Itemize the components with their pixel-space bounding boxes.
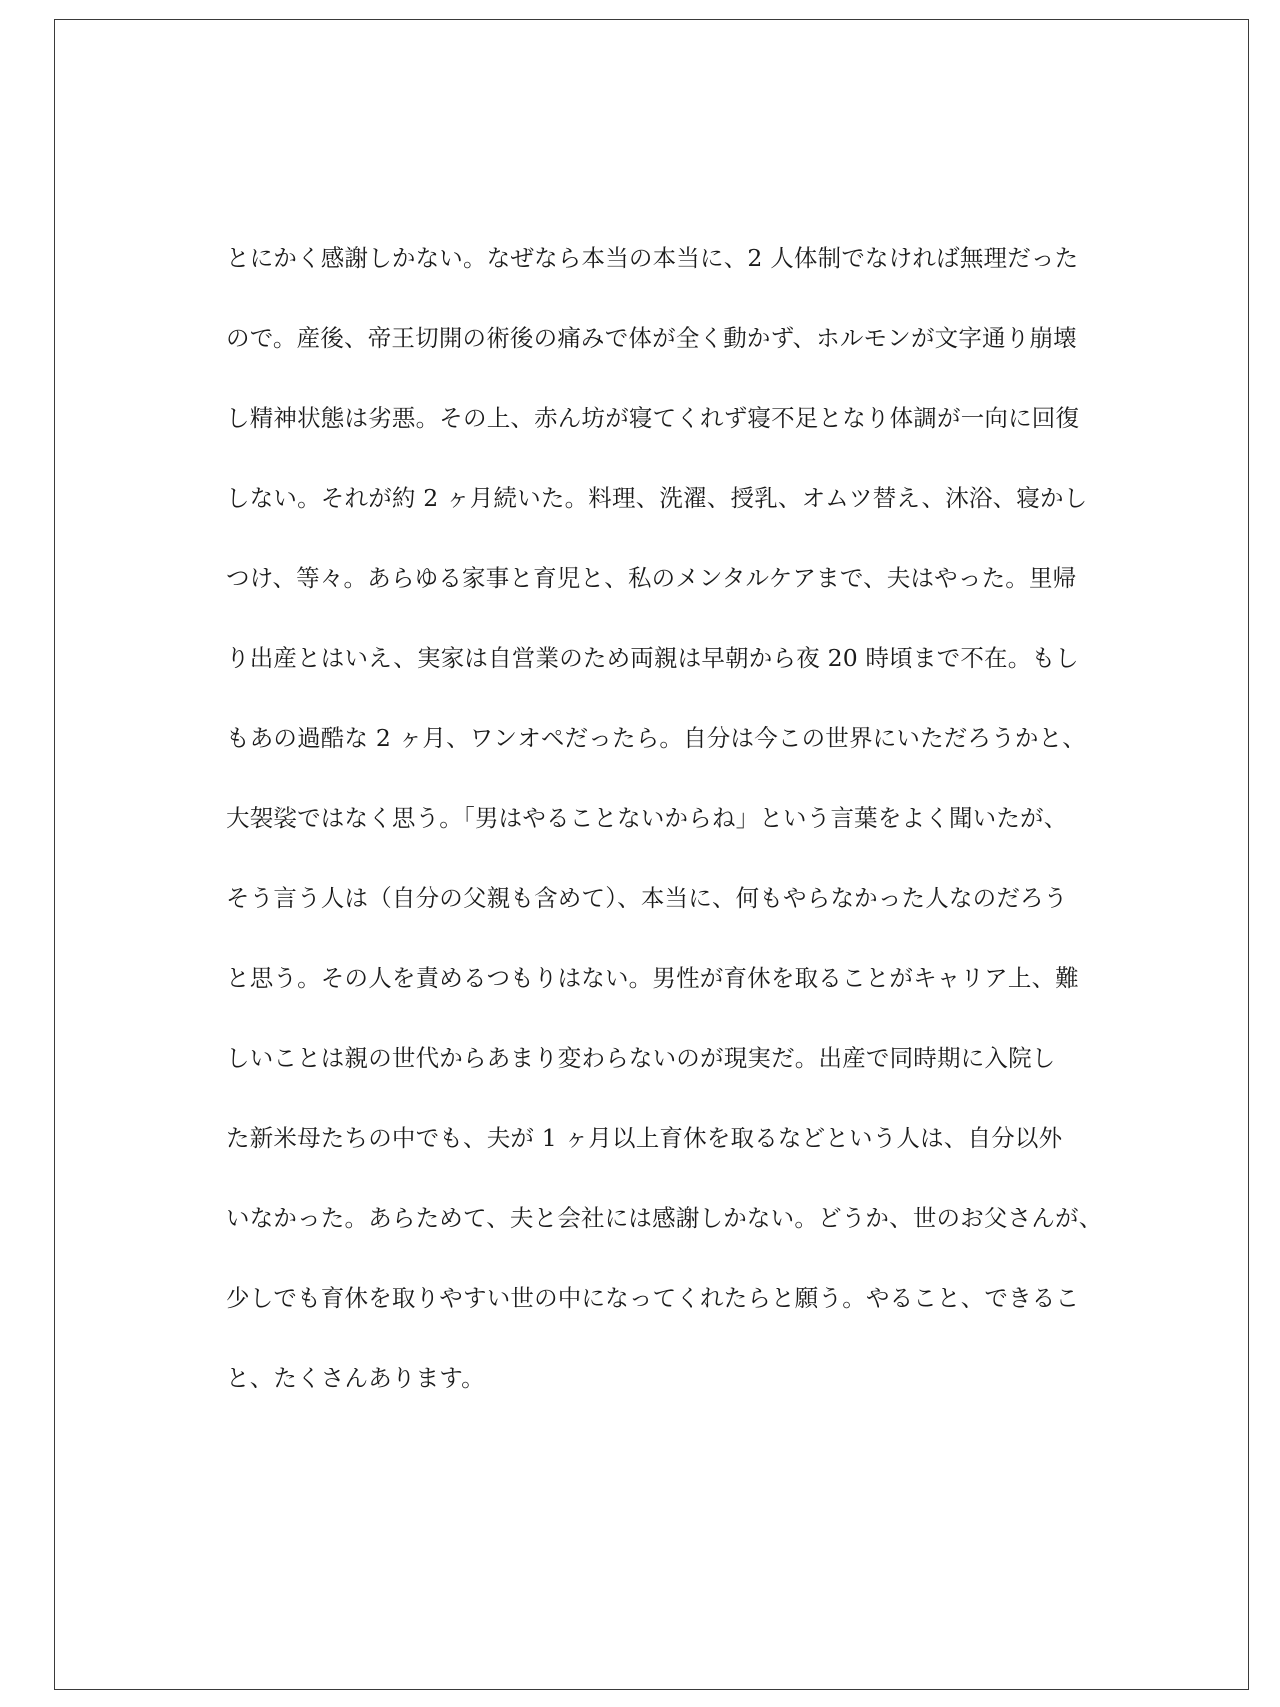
text-line-15: と、たくさんあります。 — [226, 1364, 485, 1392]
body-text — [226, 241, 1103, 1441]
text-line-8: 大袈裟ではなく思う。「男はやることないからね」という言葉をよく聞いたが、 — [226, 804, 1068, 832]
text-line-1: とにかく感謝しかない。なぜなら本当の本当に、2 人体制でなければ無理だった — [226, 244, 1079, 272]
text-line-11: しいことは親の世代からあまり変わらないのが現実だ。出産で同時期に入院し — [226, 1044, 1056, 1072]
text-line-5: つけ、等々。あらゆる家事と育児と、私のメンタルケアまで、夫はやった。里帰 — [226, 564, 1077, 592]
text-line-9: そう言う人は（自分の父親も含めて）、本当に、何もやらなかった人なのだろう — [226, 884, 1068, 912]
text-line-6: り出産とはいえ、実家は自営業のため両親は早朝から夜 20 時頃まで不在。もし — [226, 644, 1079, 672]
text-line-7: もあの過酷な 2 ヶ月、ワンオペだったら。自分は今この世界にいただろうかと、 — [226, 724, 1086, 752]
text-line-4: しない。それが約 2 ヶ月続いた。料理、洗濯、授乳、オムツ替え、沐浴、寝かし — [226, 484, 1088, 512]
text-line-10: と思う。その人を責めるつもりはない。男性が育休を取ることがキャリア上、難 — [226, 964, 1079, 992]
text-line-3: し精神状態は劣悪。その上、赤ん坊が寝てくれず寝不足となり体調が一向に回復 — [226, 404, 1080, 432]
text-line-2: ので。産後、帝王切開の術後の痛みで体が全く動かず、ホルモンが文字通り崩壊 — [226, 324, 1077, 352]
text-line-13: いなかった。あらためて、夫と会社には感謝しかない。どうか、世のお父さんが、 — [226, 1204, 1103, 1232]
text-line-14: 少しでも育休を取りやすい世の中になってくれたらと願う。やること、できるこ — [226, 1284, 1080, 1312]
text-line-12: た新米母たちの中でも、夫が 1 ヶ月以上育休を取るなどという人は、自分以外 — [226, 1124, 1063, 1152]
